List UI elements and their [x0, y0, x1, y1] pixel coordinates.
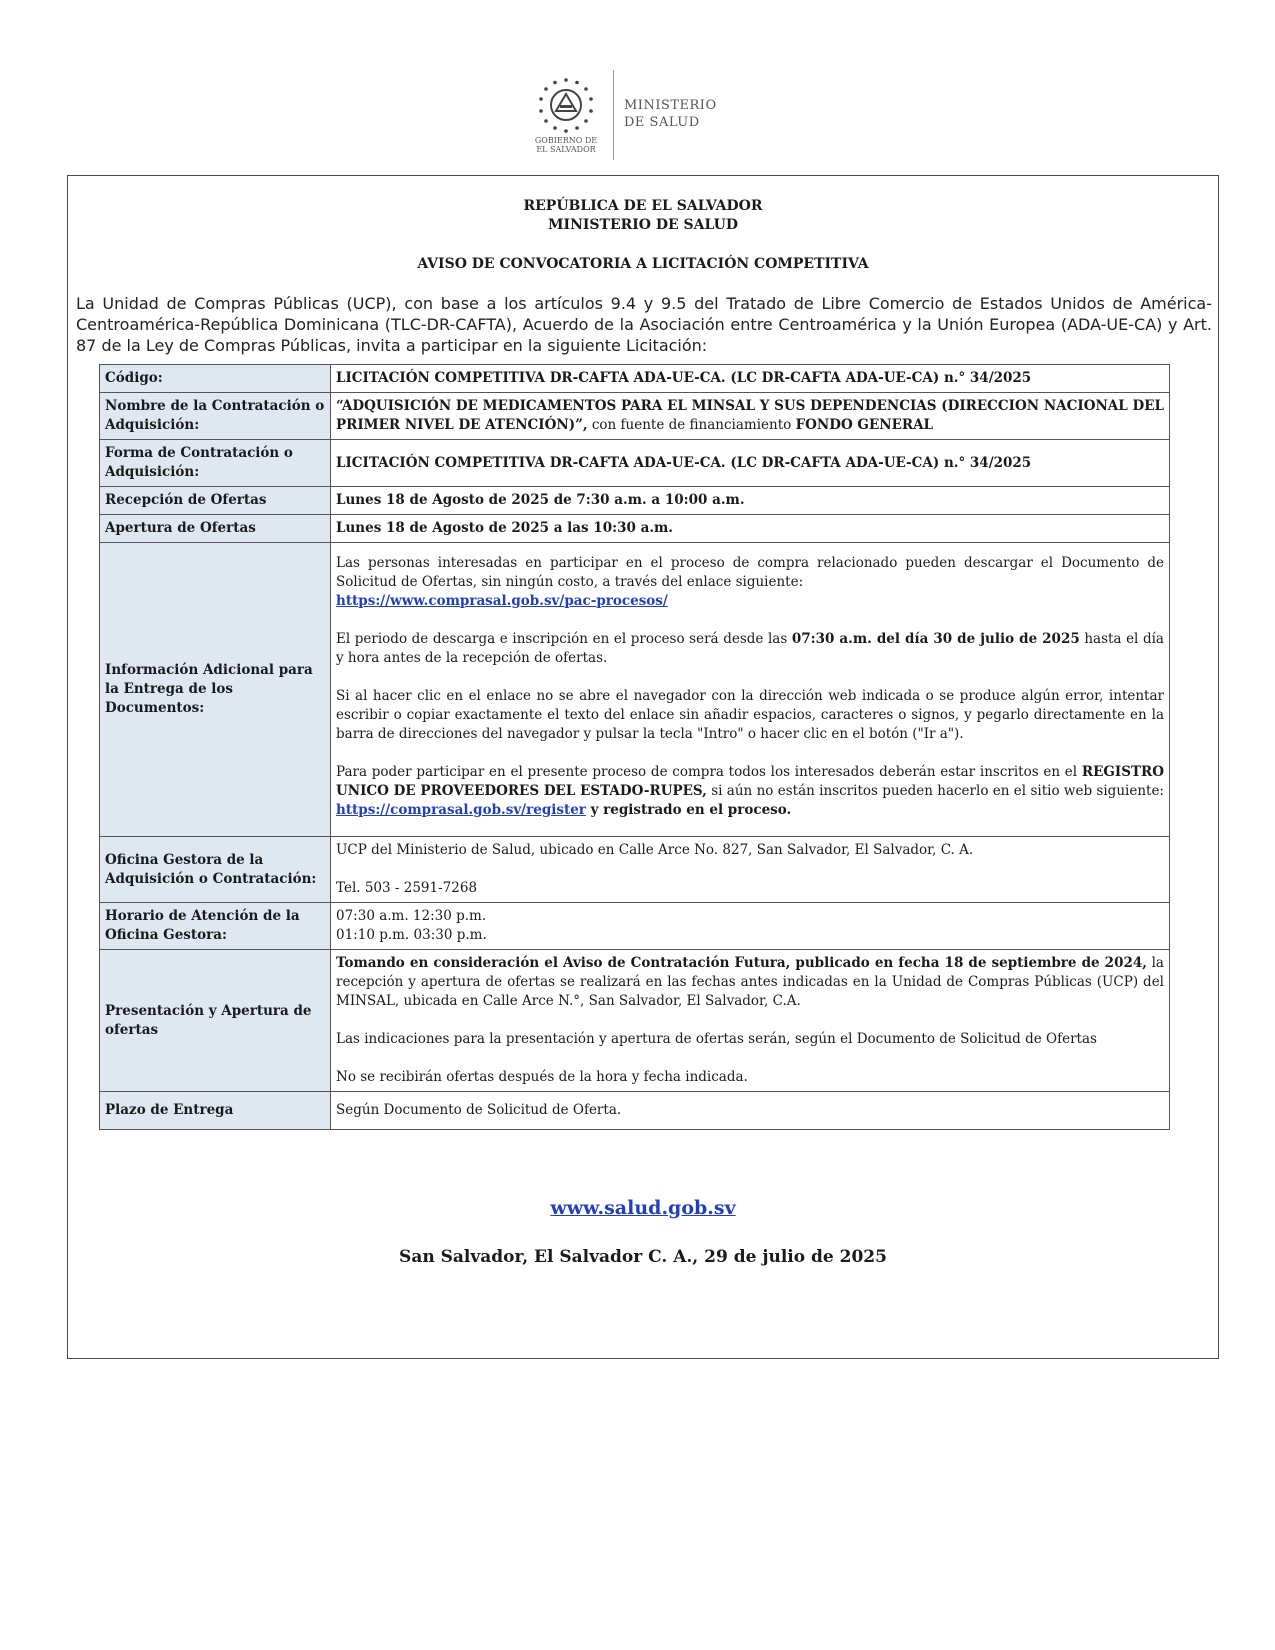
download-link[interactable]: https://www.comprasal.gob.sv/pac-procesos/	[336, 593, 668, 609]
table-row	[100, 950, 1170, 1092]
row-label: Plazo de Entrega	[100, 1092, 331, 1130]
row-label: Código:	[100, 365, 331, 393]
notice-frame	[67, 175, 1219, 1359]
row-label: Oficina Gestora de la Adquisición o Contratación:	[100, 837, 331, 903]
additional-info-value	[331, 543, 1170, 837]
procurement-name-value: “ADQUISICIÓN DE MEDICAMENTOS PARA EL MINSAL Y SUS DEPENDENCIAS (DIRECCION NACIONAL DEL PRIMER NIVEL DE ATENCIÓN)”, con fuente de financiamiento FONDO GENERAL	[331, 393, 1170, 440]
table-row	[100, 393, 1170, 440]
code-value: LICITACIÓN COMPETITIVA DR-CAFTA ADA-UE-CA. (LC DR-CAFTA ADA-UE-CA) n.° 34/2025	[331, 365, 1170, 393]
info-paragraph: Si al hacer clic en el enlace no se abre el navegador con la dirección web indicada o se produce algún error, intentar escribir o copiar exactamente el texto del enlace sin añadir espacios, caracteres o signos, y pegarlo directamente en la barra de direcciones del navegador y pulsar la tecla "Intro" o hacer clic en el botón ("Ir a").	[336, 688, 1164, 742]
row-label: Horario de Atención de la Oficina Gestora:	[100, 903, 331, 950]
website-link[interactable]: www.salud.gob.sv	[550, 1197, 736, 1219]
republic-title: REPÚBLICA DE EL SALVADOR	[523, 198, 763, 214]
page-header	[536, 66, 736, 162]
info-paragraph: Las personas interesadas en participar en el proceso de compra relacionado pueden descargar el Documento de Solicitud de Ofertas, sin ningún costo, a través del enlace siguiente:	[336, 555, 1164, 590]
row-label: Apertura de Ofertas	[100, 515, 331, 543]
ministry-logo-text: MINISTERIO DE SALUD	[624, 98, 717, 130]
schedule-value: 07:30 a.m. 12:30 p.m. 01:10 p.m. 03:30 p.m.	[331, 903, 1170, 950]
row-label: Nombre de la Contratación o Adquisición:	[100, 393, 331, 440]
table-row	[100, 543, 1170, 837]
table-row	[100, 1092, 1170, 1130]
reception-value: Lunes 18 de Agosto de 2025 de 7:30 a.m. a 10:00 a.m.	[331, 487, 1170, 515]
place-date: San Salvador, El Salvador C. A., 29 de julio de 2025	[399, 1247, 887, 1267]
table-row	[100, 515, 1170, 543]
government-label: GOBIERNO DE EL SALVADOR	[534, 136, 598, 154]
header-divider	[613, 70, 614, 160]
row-label: Información Adicional para la Entrega de los Documentos:	[100, 543, 331, 837]
table-row	[100, 440, 1170, 487]
table-row	[100, 365, 1170, 393]
table-row	[100, 903, 1170, 950]
office-value: UCP del Ministerio de Salud, ubicado en Calle Arce No. 827, San Salvador, El Salvador, C. A. Tel. 503 - 2591-7268	[331, 837, 1170, 903]
procurement-form-value: LICITACIÓN COMPETITIVA DR-CAFTA ADA-UE-CA. (LC DR-CAFTA ADA-UE-CA) n.° 34/2025	[331, 440, 1170, 487]
ministry-title: MINISTERIO DE SALUD	[548, 217, 738, 233]
website-footer	[68, 1197, 1218, 1219]
national-seal-icon	[536, 76, 596, 136]
row-label: Recepción de Ofertas	[100, 487, 331, 515]
info-paragraph: Para poder participar en el presente proceso de compra todos los interesados deberán estar inscritos en el REGISTRO UNICO DE PROVEEDORES DEL ESTADO-RUPES, si aún no están inscritos pueden hacerlo en el sitio web siguiente: https://comprasal.gob.sv/register y registrado en el proceso.	[336, 764, 1164, 818]
row-label: Forma de Contratación o Adquisición:	[100, 440, 331, 487]
intro-paragraph: La Unidad de Compras Públicas (UCP), con base a los artículos 9.4 y 9.5 del Tratado de Libre Comercio de Estados Unidos de América-Centroamérica-República Dominicana (TLC-DR-CAFTA), Acuerdo de la Asociación entre Centroamérica y la Unión Europea (ADA-UE-CA) y Art. 87 de la Ley de Compras Públicas, invita a participar en la siguiente Licitación:	[76, 294, 1212, 355]
presentation-value: Tomando en consideración el Aviso de Contratación Futura, publicado en fecha 18 de septiembre de 2024, la recepción y apertura de ofertas se realizará en las fechas antes indicadas en la Unidad de Compras Públicas (UCP) del MINSAL, ubicada en Calle Arce N.°, San Salvador, El Salvador, C.A. Las indicaciones para la presentación y apertura de ofertas serán, según el Documento de Solicitud de Ofertas No se recibirán ofertas después de la hora y fecha indicada.	[331, 950, 1170, 1092]
notice-title: AVISO DE CONVOCATORIA A LICITACIÓN COMPETITIVA	[417, 256, 869, 272]
table-row	[100, 837, 1170, 903]
info-paragraph: El periodo de descarga e inscripción en el proceso será desde las 07:30 a.m. del día 30 de julio de 2025 hasta el día y hora antes de la recepción de ofertas.	[336, 631, 1164, 666]
register-link[interactable]: https://comprasal.gob.sv/register	[336, 802, 586, 818]
delivery-term-value: Según Documento de Solicitud de Oferta.	[331, 1092, 1170, 1130]
table-row	[100, 487, 1170, 515]
row-label: Presentación y Apertura de ofertas	[100, 950, 331, 1092]
tender-details-table	[99, 364, 1170, 1130]
opening-value: Lunes 18 de Agosto de 2025 a las 10:30 a.m.	[331, 515, 1170, 543]
